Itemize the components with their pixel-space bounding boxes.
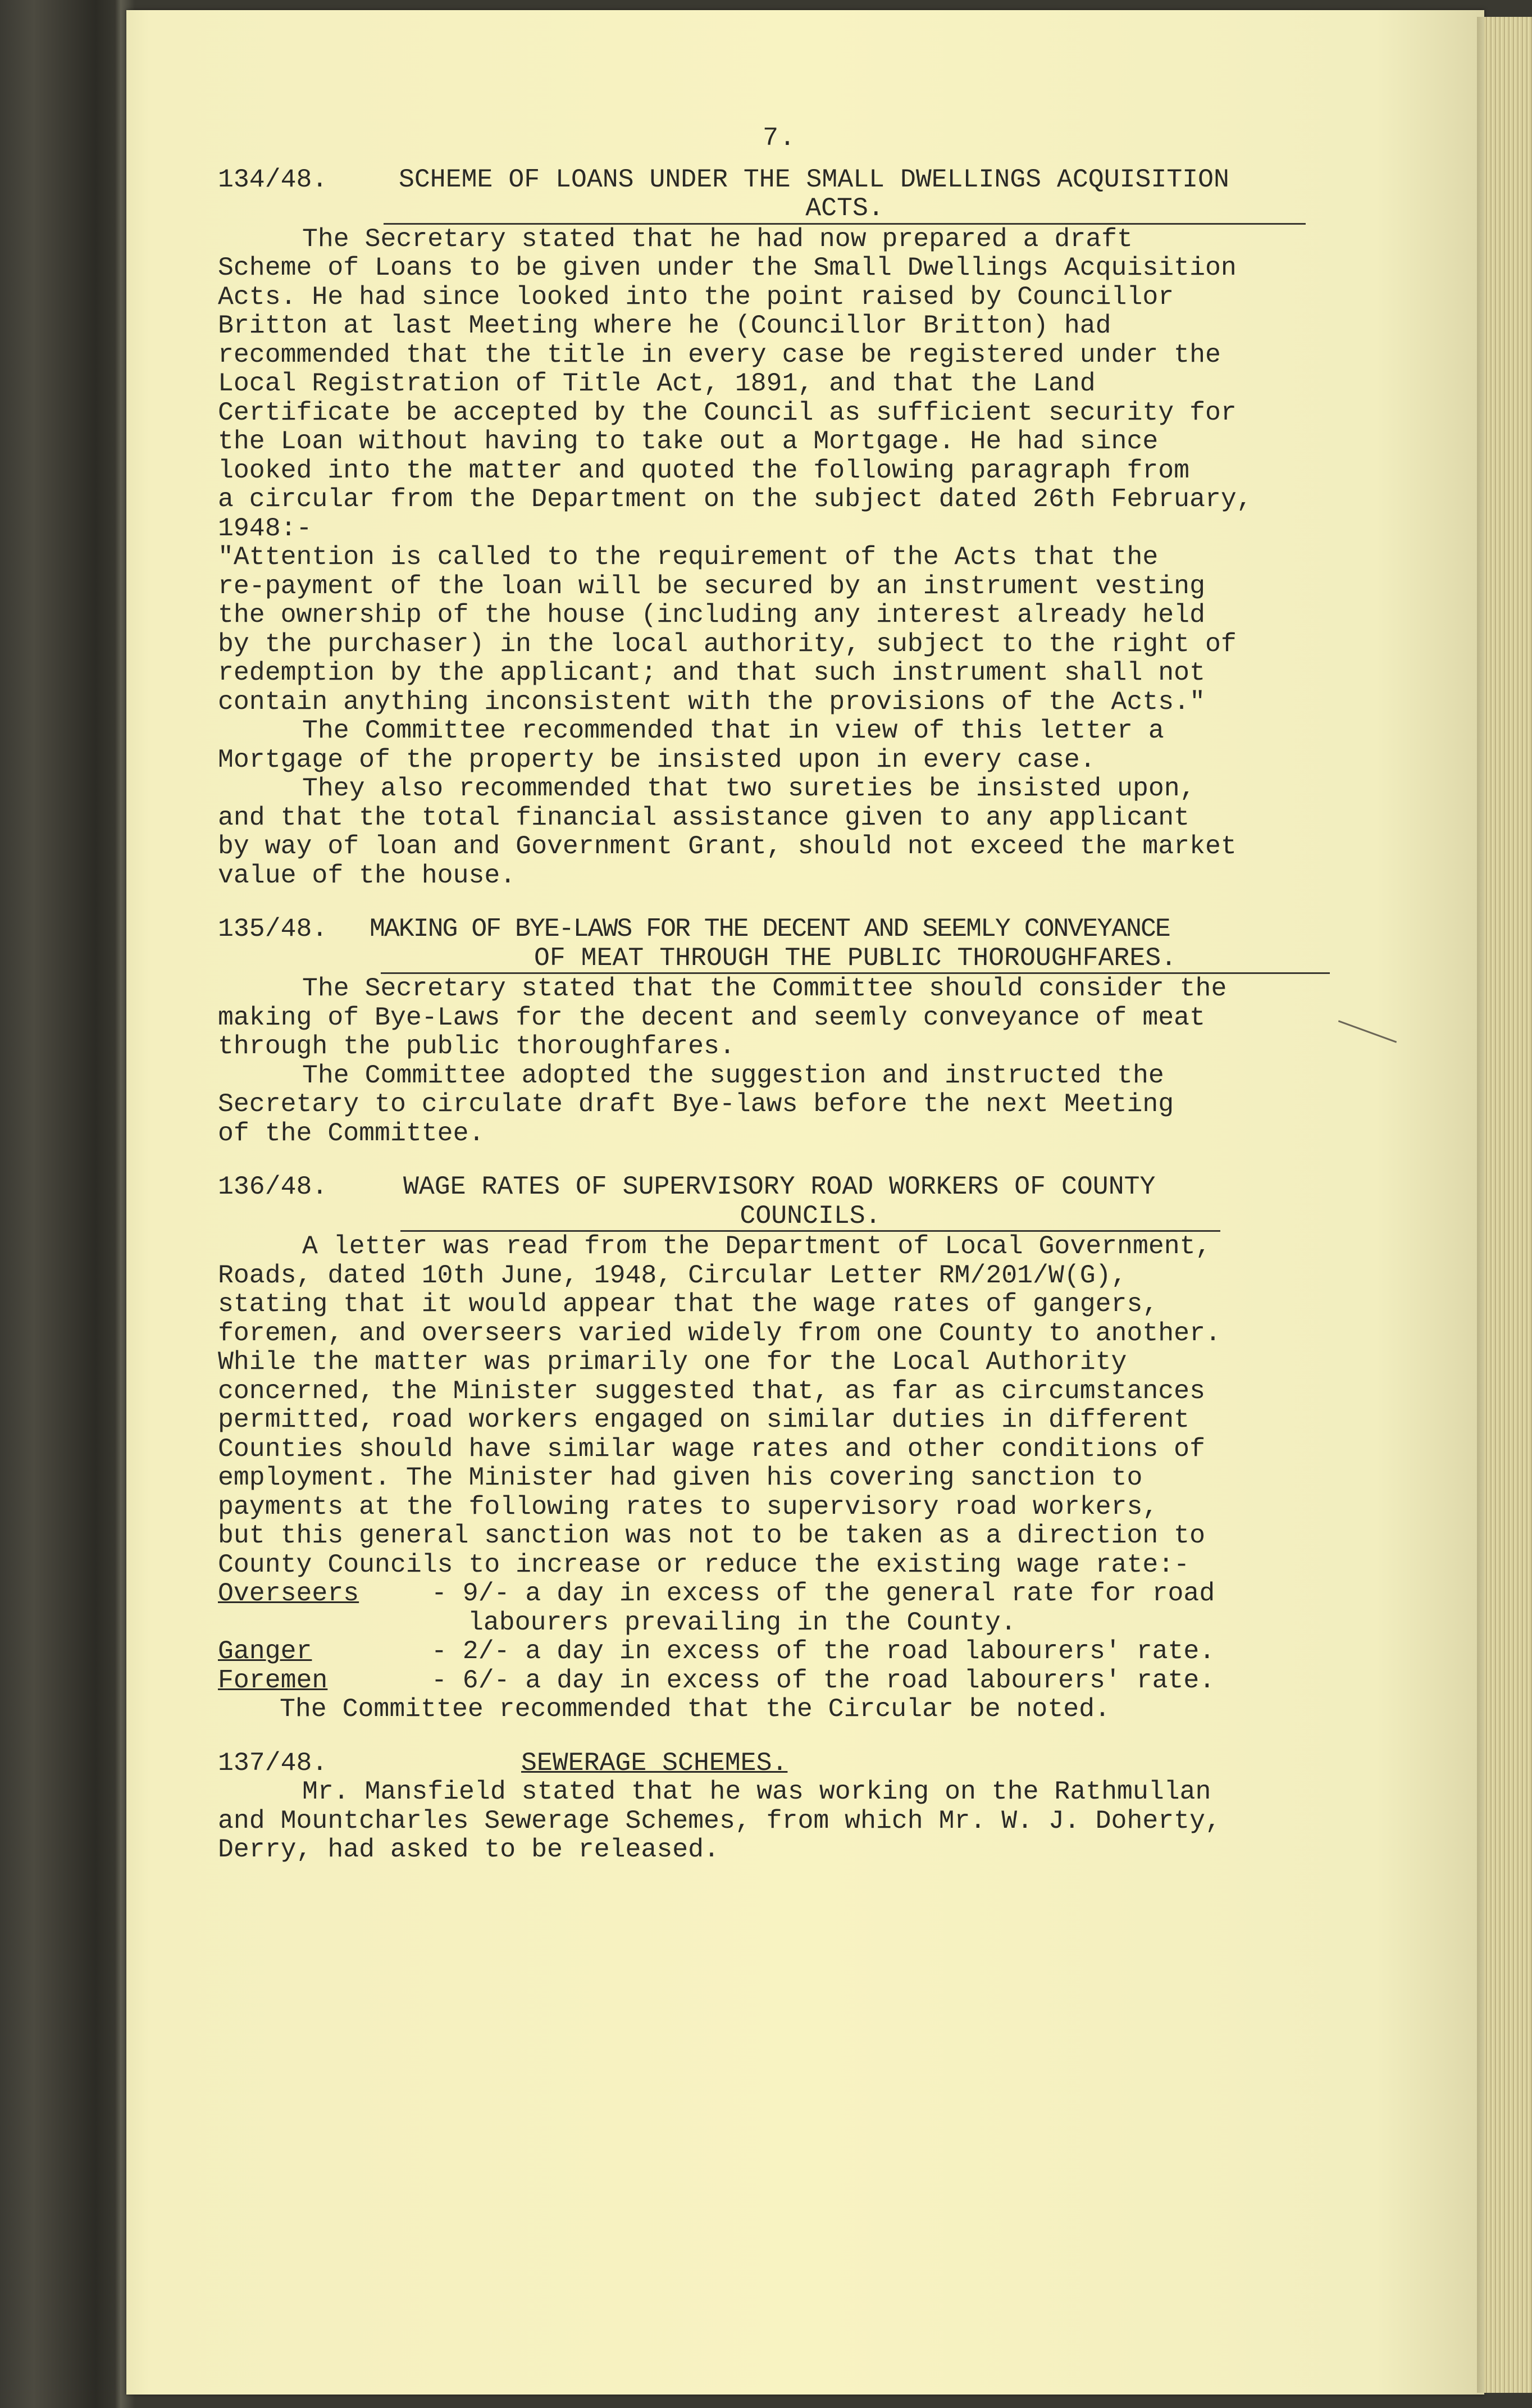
item-number: 134/48.	[218, 164, 328, 194]
body-line: Counties should have similar wage rates and other conditions of	[218, 1433, 1205, 1464]
body-line: Acts. He had since looked into the point raised by Councillor	[218, 281, 1174, 312]
page-number: 7.	[763, 123, 796, 153]
minute-item-137	[218, 1749, 1341, 1864]
quote-line: by the purchaser) in the local authority, subject to the right of	[218, 629, 1237, 659]
item-title-line2-text: COUNCILS.	[740, 1200, 881, 1231]
body-line: Roads, dated 10th June, 1948, Circular Letter RM/201/W(G),	[218, 1260, 1127, 1290]
body-line: making of Bye-Laws for the decent and seemly conveyance of meat	[218, 1002, 1205, 1032]
body-line: permitted, road workers engaged on similar duties in different	[218, 1405, 1190, 1435]
item-heading	[218, 165, 1341, 194]
body-line: Derry, had asked to be released.	[218, 1835, 719, 1864]
rate-row-ganger	[218, 1637, 1341, 1666]
item-title-line2	[381, 944, 1330, 975]
body-line: a circular from the Department on the subject dated 26th February,	[218, 484, 1252, 514]
item-number: 137/48.	[218, 1747, 328, 1778]
body-line: looked into the matter and quoted the following paragraph from	[218, 455, 1190, 485]
body-line: stating that it would appear that the wage rates of gangers,	[218, 1289, 1159, 1319]
body-line: The Committee recommended that the Circular be noted.	[280, 1694, 1110, 1724]
body-line: The Committee recommended that in view of this letter a	[302, 716, 1164, 745]
item-heading	[218, 914, 1341, 944]
rate-label: Foremen	[218, 1665, 328, 1695]
body-line: foremen, and overseers varied widely from one County to another.	[218, 1318, 1221, 1348]
quote-line: re-payment of the loan will be secured by an instrument vesting	[218, 571, 1205, 601]
body-line: County Councils to increase or reduce the existing wage rate:-	[218, 1549, 1190, 1579]
quote-line: the ownership of the house (including any interest already held	[218, 600, 1205, 630]
item-title-line1: WAGE RATES OF SUPERVISORY ROAD WORKERS OF COUNTY	[403, 1172, 1156, 1201]
item-title-line1: MAKING OF BYE-LAWS FOR THE DECENT AND SEEMLY CONVEYANCE	[370, 914, 1170, 944]
minute-item-136	[218, 1172, 1341, 1724]
body-line: Scheme of Loans to be given under the Small Dwellings Acquisition	[218, 253, 1237, 283]
rate-continuation: labourers prevailing in the County.	[468, 1607, 1016, 1637]
body-line: recommended that the title in every case be registered under the	[218, 339, 1221, 370]
body-line: by way of loan and Government Grant, should not exceed the market	[218, 831, 1237, 861]
body-line: the Loan without having to take out a Mortgage. He had since	[218, 426, 1159, 456]
body-line: Local Registration of Title Act, 1891, and that the Land	[218, 368, 1096, 398]
item-heading	[218, 1749, 1341, 1778]
body-line: Mortgage of the property be insisted upon in every case.	[218, 744, 1096, 775]
item-title-line2	[400, 1201, 1220, 1232]
body-line: Britton at last Meeting where he (Councillor Britton) had	[218, 311, 1111, 340]
body-line: The Secretary stated that he had now prepared a draft	[302, 224, 1133, 254]
body-line: While the matter was primarily one for the Local Authority	[218, 1347, 1127, 1377]
rate-label: Overseers	[218, 1578, 359, 1608]
item-title-line2	[384, 194, 1306, 225]
body-line: and that the total financial assistance given to any applicant	[218, 802, 1190, 832]
minute-item-135	[218, 914, 1341, 1148]
quote-line: "Attention is called to the requirement of the Acts that the	[218, 542, 1159, 572]
item-number: 135/48.	[218, 914, 328, 944]
body-line: of the Committee.	[218, 1118, 485, 1148]
rate-label: Ganger	[218, 1636, 312, 1666]
quote-line: contain anything inconsistent with the provisions of the Acts."	[218, 686, 1205, 717]
body-line: value of the house.	[218, 860, 516, 890]
body-line: Mr. Mansfield stated that he was working on the Rathmullan	[302, 1777, 1211, 1806]
item-title-line1: SEWERAGE SCHEMES.	[521, 1747, 788, 1778]
body-line: Certificate be accepted by the Council as sufficient security for	[218, 397, 1237, 427]
body-line: They also recommended that two sureties be insisted upon,	[302, 773, 1196, 803]
body-line: and Mountcharles Sewerage Schemes, from which Mr. W. J. Doherty,	[218, 1805, 1221, 1836]
body-line: 1948:-	[218, 513, 312, 543]
body-line: The Secretary stated that the Committee should consider the	[302, 973, 1227, 1003]
body-line: concerned, the Minister suggested that, as far as circumstances	[218, 1376, 1205, 1406]
item-title-line2-text: OF MEAT THROUGH THE PUBLIC THOROUGHFARES.	[534, 943, 1177, 973]
body-line: payments at the following rates to supervisory road workers,	[218, 1491, 1159, 1522]
body-line: A letter was read from the Department of Local Government,	[302, 1231, 1211, 1261]
minute-item-134	[218, 165, 1341, 890]
body-line: through the public thoroughfares.	[218, 1031, 735, 1061]
rate-row-foremen	[218, 1666, 1341, 1695]
quote-line: redemption by the applicant; and that such instrument shall not	[218, 658, 1205, 688]
item-title-line1: SCHEME OF LOANS UNDER THE SMALL DWELLINGS ACQUISITION	[399, 164, 1229, 194]
body-line: Secretary to circulate draft Bye-laws before the next Meeting	[218, 1089, 1174, 1119]
body-line: employment. The Minister had given his covering sanction to	[218, 1463, 1143, 1492]
rate-value: - 6/- a day in excess of the road labourers' rate.	[431, 1665, 1215, 1695]
item-title-line2-text: ACTS.	[805, 193, 884, 223]
page-stack-edge	[1484, 17, 1532, 2393]
rate-value: - 9/- a day in excess of the general rate for road	[431, 1578, 1215, 1608]
minutes-content	[218, 124, 1341, 1889]
rate-value: - 2/- a day in excess of the road labourers' rate.	[431, 1636, 1215, 1666]
rate-row-overseers	[218, 1579, 1341, 1608]
body-line: but this general sanction was not to be taken as a direction to	[218, 1521, 1205, 1550]
item-number: 136/48.	[218, 1172, 328, 1201]
body-line: The Committee adopted the suggestion and instructed the	[302, 1060, 1164, 1090]
item-heading	[218, 1172, 1341, 1201]
